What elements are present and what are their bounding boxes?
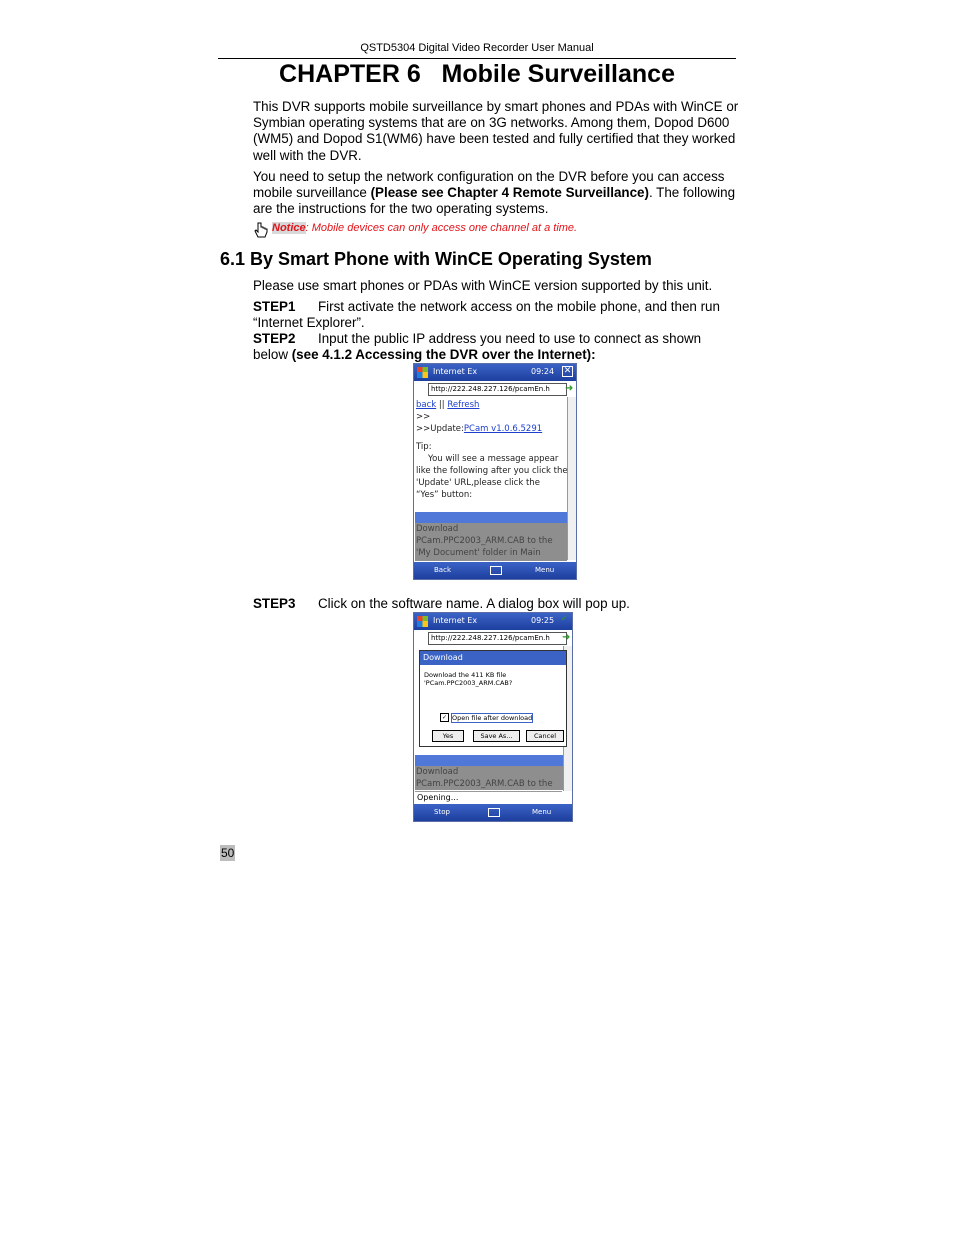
step2-label: STEP2: [253, 331, 296, 346]
menu-softkey: Menu: [532, 808, 552, 816]
menu-softkey: Menu: [535, 566, 555, 574]
phone-app-title: Internet Ex: [433, 367, 478, 376]
windows-start-icon: [417, 367, 428, 378]
phone-screenshot-download-dialog: [413, 612, 573, 822]
soft-key-bar: [414, 562, 576, 579]
refresh-link: Refresh: [447, 400, 480, 410]
grey-line: Download: [416, 524, 459, 534]
tip-line: 'Update' URL,please click the: [416, 478, 540, 488]
cancel-button: Cancel: [526, 730, 564, 742]
section-intro: Please use smart phones or PDAs with WinCE version supported by this unit.: [253, 278, 713, 293]
tip-line: like the following after you click the: [416, 466, 568, 476]
checkbox-label: Open file after download: [452, 713, 533, 722]
scrollbar: [567, 397, 576, 560]
step3-text: Click on the software name. A dialog box will pop up.: [318, 596, 630, 611]
notice: [272, 222, 577, 234]
phone-clock: 09:25: [531, 616, 555, 625]
yes-button: Yes: [432, 730, 464, 742]
tip-line: You will see a message appear: [428, 454, 559, 464]
status-bar: Opening...: [415, 791, 562, 804]
keyboard-icon: [488, 808, 500, 817]
dialog-message: Download the 411 KB file 'PCam.PPC2003_ARM.CAB?: [424, 671, 513, 687]
selection-bar: [415, 512, 567, 523]
step1-label: STEP1: [253, 299, 296, 314]
save-as-button: Save As...: [473, 730, 520, 742]
setup-text: You need to setup the network configuration on the DVR before you can access mobile surveillance: [253, 169, 725, 201]
grey-preview: [415, 766, 563, 790]
page-number: 50: [221, 846, 235, 860]
notice-text: : Mobile devices can only access one channel at a time.: [305, 222, 578, 234]
step3-label: STEP3: [253, 596, 296, 611]
grey-line: PCam.PPC2003_ARM.CAB to the: [416, 779, 553, 789]
go-arrow-icon: ➜: [562, 632, 571, 643]
back-link: back: [416, 400, 437, 410]
back-softkey: Back: [434, 566, 451, 574]
arrows-line: >>: [416, 412, 431, 422]
chapter-title: CHAPTER 6 Mobile Surveillance: [279, 60, 675, 88]
soft-key-bar: [414, 804, 572, 821]
address-bar: http://222.248.227.126/pcamEn.h: [428, 383, 567, 396]
stop-softkey: Stop: [434, 808, 450, 816]
close-icon: ✕: [563, 366, 572, 376]
address-bar: http://222.248.227.126/pcamEn.h: [428, 632, 567, 645]
phone-app-title: Internet Ex: [433, 616, 478, 625]
phone-title-bar: [414, 613, 572, 630]
step2-text: Input the public IP address you need to use to connect as shown below: [253, 331, 702, 363]
pointing-hand-icon: [253, 222, 269, 240]
grey-line: PCam.PPC2003_ARM.CAB to the: [416, 536, 553, 546]
tip-label: Tip:: [416, 442, 432, 452]
download-dialog: [419, 650, 567, 747]
step3: [253, 596, 739, 612]
grey-preview: [415, 523, 567, 561]
dialog-title: Download: [420, 651, 566, 665]
tip-line: “Yes” button:: [416, 490, 473, 500]
phone-clock: 09:24: [531, 367, 555, 376]
update-prefix: >>Update:: [416, 424, 464, 434]
windows-start-icon: [417, 616, 428, 627]
phone-title-bar: [414, 364, 576, 381]
open-after-download-checkbox: [440, 713, 533, 722]
selection-bar: [415, 755, 563, 766]
section-heading: 6.1 By Smart Phone with WinCE Operating System: [220, 249, 652, 269]
setup-paragraph: [253, 169, 739, 218]
page-content: [416, 399, 568, 501]
phone-screenshot-browser: [413, 363, 577, 580]
step2-reference: (see 4.1.2 Accessing the DVR over the Internet):: [291, 347, 596, 363]
link-separator: ||: [438, 400, 445, 410]
keyboard-icon: [490, 566, 502, 575]
notice-label: Notice: [272, 222, 306, 234]
ok-icon: ✓: [560, 614, 569, 624]
intro-paragraph: This DVR supports mobile surveillance by smart phones and PDAs with WinCE or Symbian operating systems that are on 3G networks. Among them, Dopod D600 (WM5) and Dopod S1(WM6) have been tested and fully certified that they worked well with the DVR.: [253, 99, 739, 163]
checkmark-icon: ✓: [441, 714, 448, 721]
grey-line: Download: [416, 767, 459, 777]
running-header: QSTD5304 Digital Video Recorder User Manual: [360, 42, 594, 54]
go-arrow-icon: ➜: [565, 383, 574, 394]
grey-line: 'My Document' folder in Main: [416, 548, 541, 558]
step2: [253, 331, 739, 363]
step1-text: First activate the network access on the mobile phone, and then run “Internet Explorer”.: [253, 299, 720, 331]
setup-reference: (Please see Chapter 4 Remote Surveillance): [370, 185, 649, 201]
header-rule: [218, 58, 736, 59]
step1: [253, 299, 739, 331]
setup-text-end: . The following are the instructions for the two operating systems.: [253, 185, 736, 217]
update-link: PCam v1.0.6.5291: [463, 424, 543, 434]
